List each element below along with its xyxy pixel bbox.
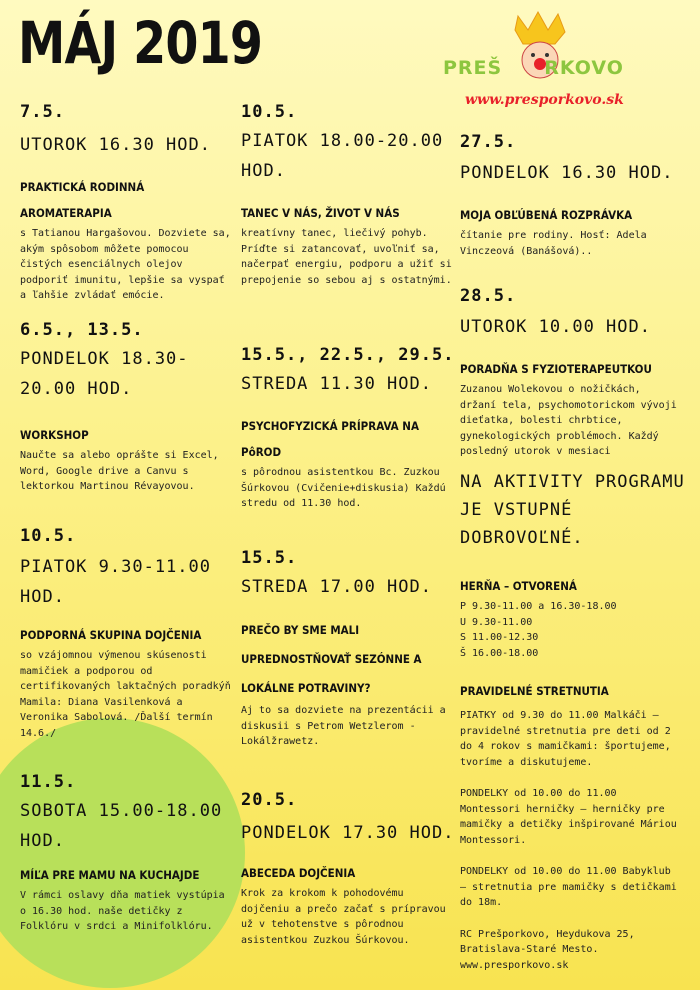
logo-name-right: RKOVO <box>544 57 624 79</box>
herna-heading: HERŇA – OTVORENÁ <box>460 579 577 593</box>
event-7-5 <box>20 100 235 304</box>
event-description: s Tatianou Hargašovou. Dozviete sa, akým spôsobom môžete pomocou čistých esenciálnych olejov podporiť imunitu, lepšie sa vyspať a ľahšie zvládať emócie. <box>20 228 231 301</box>
event-heading: PREČO BY SME MALI UPREDNOSTŇOVAŤ SEZÓNNE A LOKÁLNE POTRAVINY? <box>241 623 422 695</box>
regular-meetings-section <box>460 678 682 973</box>
event-heading: PODPORNÁ SKUPINA DOJČENIA <box>20 628 202 642</box>
event-time: UTOROK 10.00 HOD. <box>460 317 651 337</box>
event-28-5 <box>460 284 680 460</box>
herna-line: P 9.30-11.00 a 16.30-18.00 <box>460 601 617 612</box>
event-date: 10.5. <box>241 102 298 122</box>
event-time: PONDELOK 17.30 HOD. <box>241 823 455 843</box>
event-heading: WORKSHOP <box>20 428 89 442</box>
event-time: UTOROK 16.30 HOD. <box>20 135 211 155</box>
event-date: 11.5. <box>20 772 77 792</box>
contact-address: RC Prešporkovo, Heydukova 25, Bratislava-Staré Mesto. www.presporkovo.sk <box>460 928 635 971</box>
event-date: 20.5. <box>241 790 298 810</box>
event-date: 15.5., 22.5., 29.5. <box>241 345 455 365</box>
herna-line: U 9.30-11.00 <box>460 616 533 628</box>
event-date: 15.5. <box>241 548 298 568</box>
event-date: 10.5. <box>20 526 77 546</box>
event-description: Aj to sa dozviete na prezentácii a diskusii s Petrom Wetzlerom - Lokálžrawetz. <box>241 705 446 747</box>
regular-meetings-heading: PRAVIDELNÉ STRETNUTIA <box>460 684 609 698</box>
event-time: PONDELOK 18.30-20.00 HOD. <box>20 349 189 399</box>
event-6-5-13-5 <box>20 318 235 495</box>
event-time: PONDELOK 16.30 HOD. <box>460 163 674 183</box>
event-time: STREDA 17.00 HOD. <box>241 577 432 597</box>
event-heading: PORADŇA S FYZIOTERAPEUTKOU <box>460 362 652 376</box>
event-20-5 <box>241 788 456 948</box>
page-title: MÁJ 2019 <box>18 9 263 77</box>
event-date: 27.5. <box>460 132 517 152</box>
herna-line: Š 16.00-18.00 <box>460 647 539 659</box>
event-heading: PSYCHOFYZICKÁ PRÍPRAVA NA PôROD <box>241 419 419 459</box>
event-description: Naučte sa alebo oprášte si Excel, Word, Google drive a Canvu s lektorkou Martinou Révayovou. <box>20 450 219 492</box>
meeting-block: PONDELKY od 10.00 do 11.00 Babyklub – stretnutia pre mamičky s detičkami do 18m. <box>460 866 677 908</box>
event-description: Zuzanou Wolekovou o nožičkách, držaní tela, psychomotorickom vývoji dieťatka, bolesti chrbtice, gynekologických problémoch. Každý posledný utorok v mesiaci <box>460 384 677 457</box>
event-description: s pôrodnou asistentkou Bc. Zuzkou Šúrkovou (Cvičenie+diskusia) Každú stredu od 11.30 hod. <box>241 467 446 509</box>
logo-wordmark <box>443 57 624 79</box>
event-time: STREDA 11.30 HOD. <box>241 374 432 394</box>
event-heading: MÍĽA PRE MAMU NA KUCHAJDE <box>20 868 200 882</box>
event-10-5-dojcenie <box>20 524 235 741</box>
event-heading: TANEC V NÁS, ŽIVOT V NÁS <box>241 206 400 220</box>
event-streda-porod <box>241 343 456 512</box>
herna-section <box>460 573 680 661</box>
event-heading: PRAKTICKÁ RODINNÁ AROMATERAPIA <box>20 180 145 220</box>
event-date: 7.5. <box>20 102 65 122</box>
event-description: V rámci oslavy dňa matiek vystúpia o 16.30 hod. naše detičky z Folklóru v srdci a Minifolklóru. <box>20 890 225 932</box>
event-time: SOBOTA 15.00-18.00 HOD. <box>20 801 223 851</box>
herna-line: S 11.00-12.30 <box>460 632 539 643</box>
notice-voluntary-fee: NA AKTIVITY PROGRAMU JE VSTUPNÉ DOBROVOĽNÉ. <box>460 472 685 548</box>
meeting-block: PONDELKY od 10.00 do 11.00 Montessori herničky – herničky pre mamičky a detičky inšpirované Máriou Montessori. <box>460 788 677 846</box>
event-date: 6.5., 13.5. <box>20 320 144 340</box>
event-heading: MOJA OBĽÚBENÁ ROZPRÁVKA <box>460 208 633 222</box>
event-15-5-potraviny <box>241 546 456 750</box>
event-10-5-tanec <box>241 100 456 288</box>
website-url[interactable]: www.presporkovo.sk <box>465 92 624 108</box>
event-time: PIATOK 9.30-11.00 HOD. <box>20 557 211 607</box>
event-27-5 <box>460 130 680 259</box>
event-description: kreatívny tanec, liečivý pohyb. Príďte si zatancovať, uvoľniť sa, načerpať energiu, podporu a užiť si prepojenie so sebou aj s ostatnými. <box>241 228 452 286</box>
event-description: Krok za krokom k pohodovému dojčeniu a prečo začať s prípravou už v tehotenstve s pôrodnou asistentkou Zuzkou Šúrkovou. <box>241 888 446 946</box>
logo-name-left: PREŠ <box>443 57 503 79</box>
event-date: 28.5. <box>460 286 517 306</box>
meeting-block: PIATKY od 9.30 do 11.00 Malkáči – pravidelné stretnutia pre deti od 2 do 4 rokov s mamičkami: športujeme, tvoríme a diskutujeme. <box>460 710 671 768</box>
event-time: PIATOK 18.00-20.00 HOD. <box>241 131 444 181</box>
event-description: čítanie pre rodiny. Hosť: Adela Vinczeová (Banášová).. <box>460 230 647 257</box>
event-11-5 <box>20 770 235 935</box>
event-description: so vzájomnou výmenou skúsenosti mamičiek a podporou od certifikovaných laktačných poradkýň Mamila: Diana Vasilenková a Veronika Sabolová. /Ďalší termín 14.6./ <box>20 650 231 739</box>
event-heading: ABECEDA DOJČENIA <box>241 866 356 880</box>
